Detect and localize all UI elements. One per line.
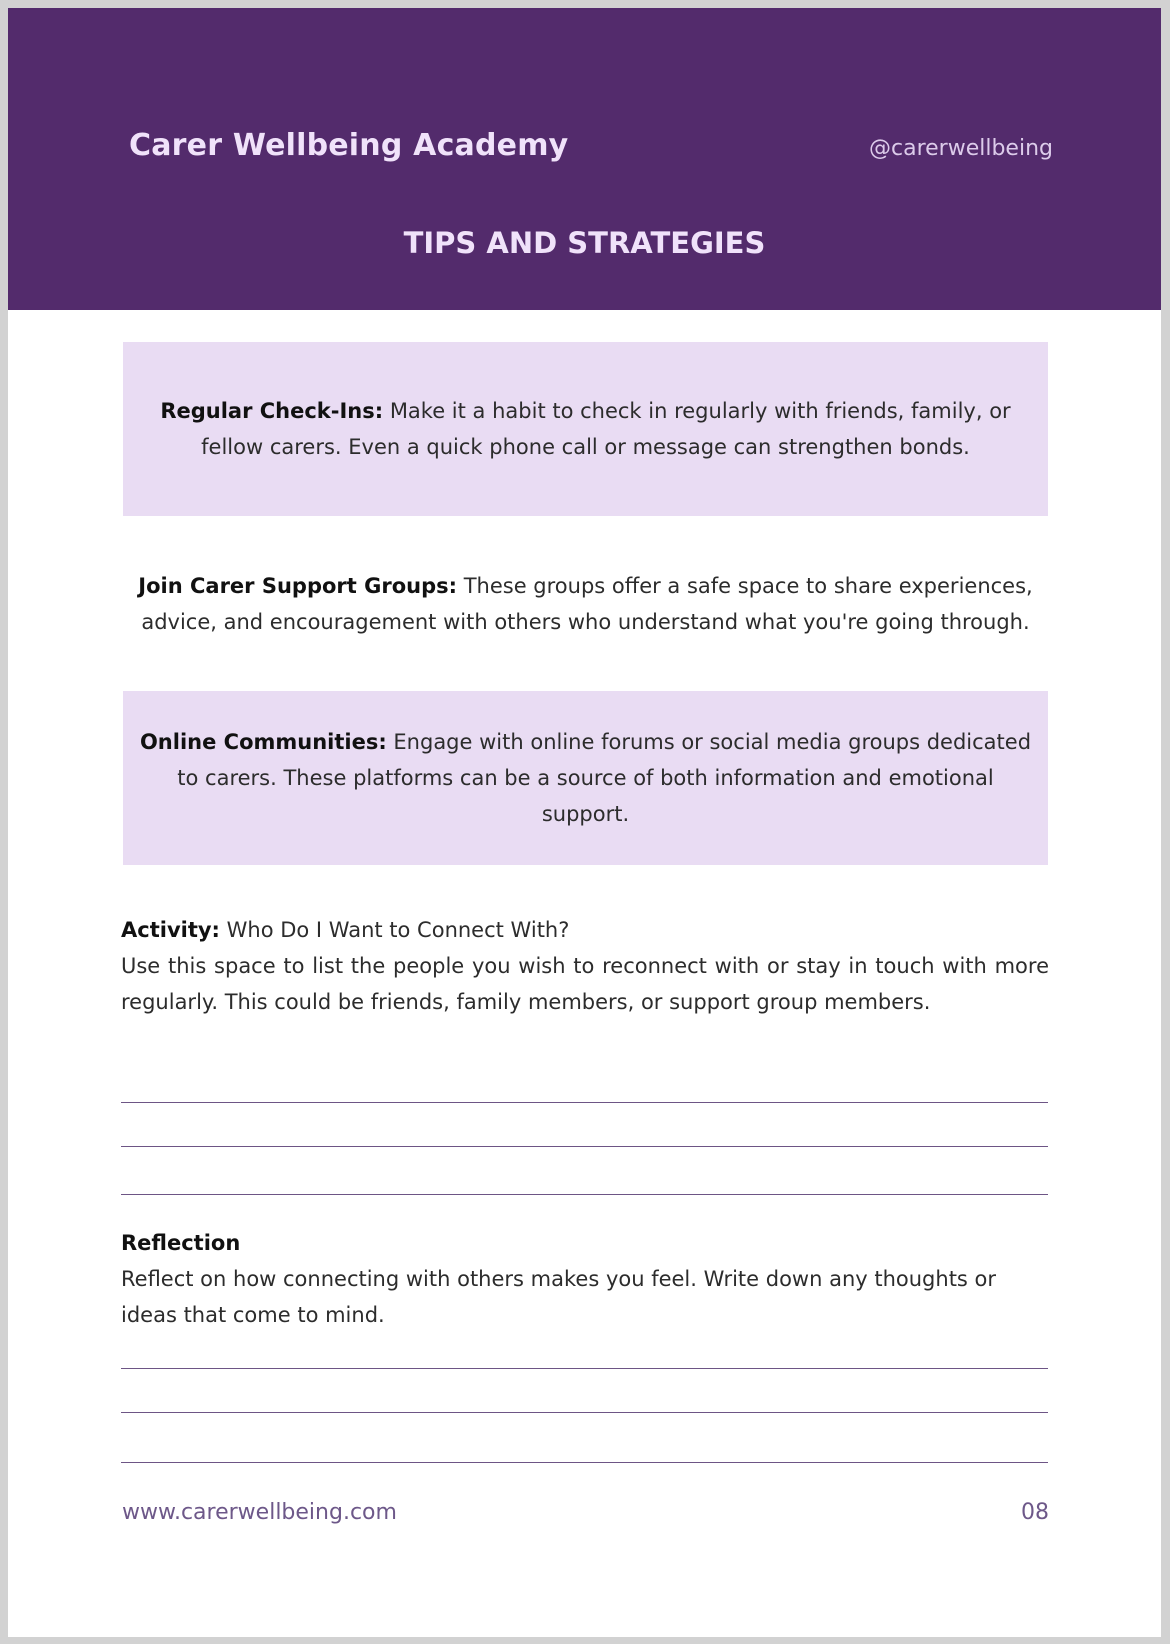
social-handle: @carerwellbeing bbox=[869, 136, 1053, 161]
reflection-heading bbox=[121, 1225, 1049, 1261]
document-page bbox=[8, 8, 1161, 1637]
reflection-write-line[interactable] bbox=[121, 1462, 1048, 1463]
activity-write-line[interactable] bbox=[121, 1146, 1048, 1147]
brand-title: Carer Wellbeing Academy bbox=[129, 128, 569, 163]
activity-title: Who Do I Want to Connect With? bbox=[219, 918, 570, 942]
activity-label: Activity: bbox=[121, 918, 220, 942]
tip-paragraph bbox=[137, 393, 1034, 465]
tip-text: Engage with online forums or social media groups dedicated to carers. These platforms can be a source of both information and emotional support. bbox=[177, 730, 1032, 826]
activity-section bbox=[121, 912, 1049, 1020]
tip-title: Join Carer Support Groups: bbox=[138, 574, 458, 598]
page-header bbox=[8, 8, 1161, 310]
activity-body: Use this space to list the people you wish to reconnect with or stay in touch with more regularly. This could be friends, family members, or support group members. bbox=[121, 954, 1049, 1014]
activity-write-line[interactable] bbox=[121, 1194, 1048, 1195]
tip-text: Make it a habit to check in regularly with friends, family, or fellow carers. Even a quick phone call or message can strengthen bonds. bbox=[201, 399, 1011, 459]
tip-online-communities bbox=[123, 691, 1048, 865]
tip-title: Online Communities: bbox=[139, 730, 387, 754]
tip-support-groups bbox=[123, 520, 1048, 688]
tip-paragraph bbox=[137, 568, 1034, 640]
tip-paragraph bbox=[137, 724, 1034, 832]
tip-regular-check-ins bbox=[123, 342, 1048, 516]
reflection-write-line[interactable] bbox=[121, 1412, 1048, 1413]
section-title: TIPS AND STRATEGIES bbox=[403, 226, 766, 260]
reflection-title: Reflection bbox=[121, 1231, 241, 1255]
activity-write-line[interactable] bbox=[121, 1102, 1048, 1103]
tip-title: Regular Check-Ins: bbox=[160, 399, 384, 423]
footer-website-link[interactable]: www.carerwellbeing.com bbox=[122, 1500, 397, 1525]
page-number: 08 bbox=[1021, 1500, 1049, 1525]
activity-heading bbox=[121, 912, 1049, 948]
reflection-write-line[interactable] bbox=[121, 1368, 1048, 1369]
reflection-body: Reflect on how connecting with others makes you feel. Write down any thoughts or ideas that come to mind. bbox=[121, 1267, 997, 1327]
reflection-section bbox=[121, 1225, 1049, 1333]
tip-text: These groups offer a safe space to share experiences, advice, and encouragement with others who understand what you're going through. bbox=[141, 574, 1033, 634]
